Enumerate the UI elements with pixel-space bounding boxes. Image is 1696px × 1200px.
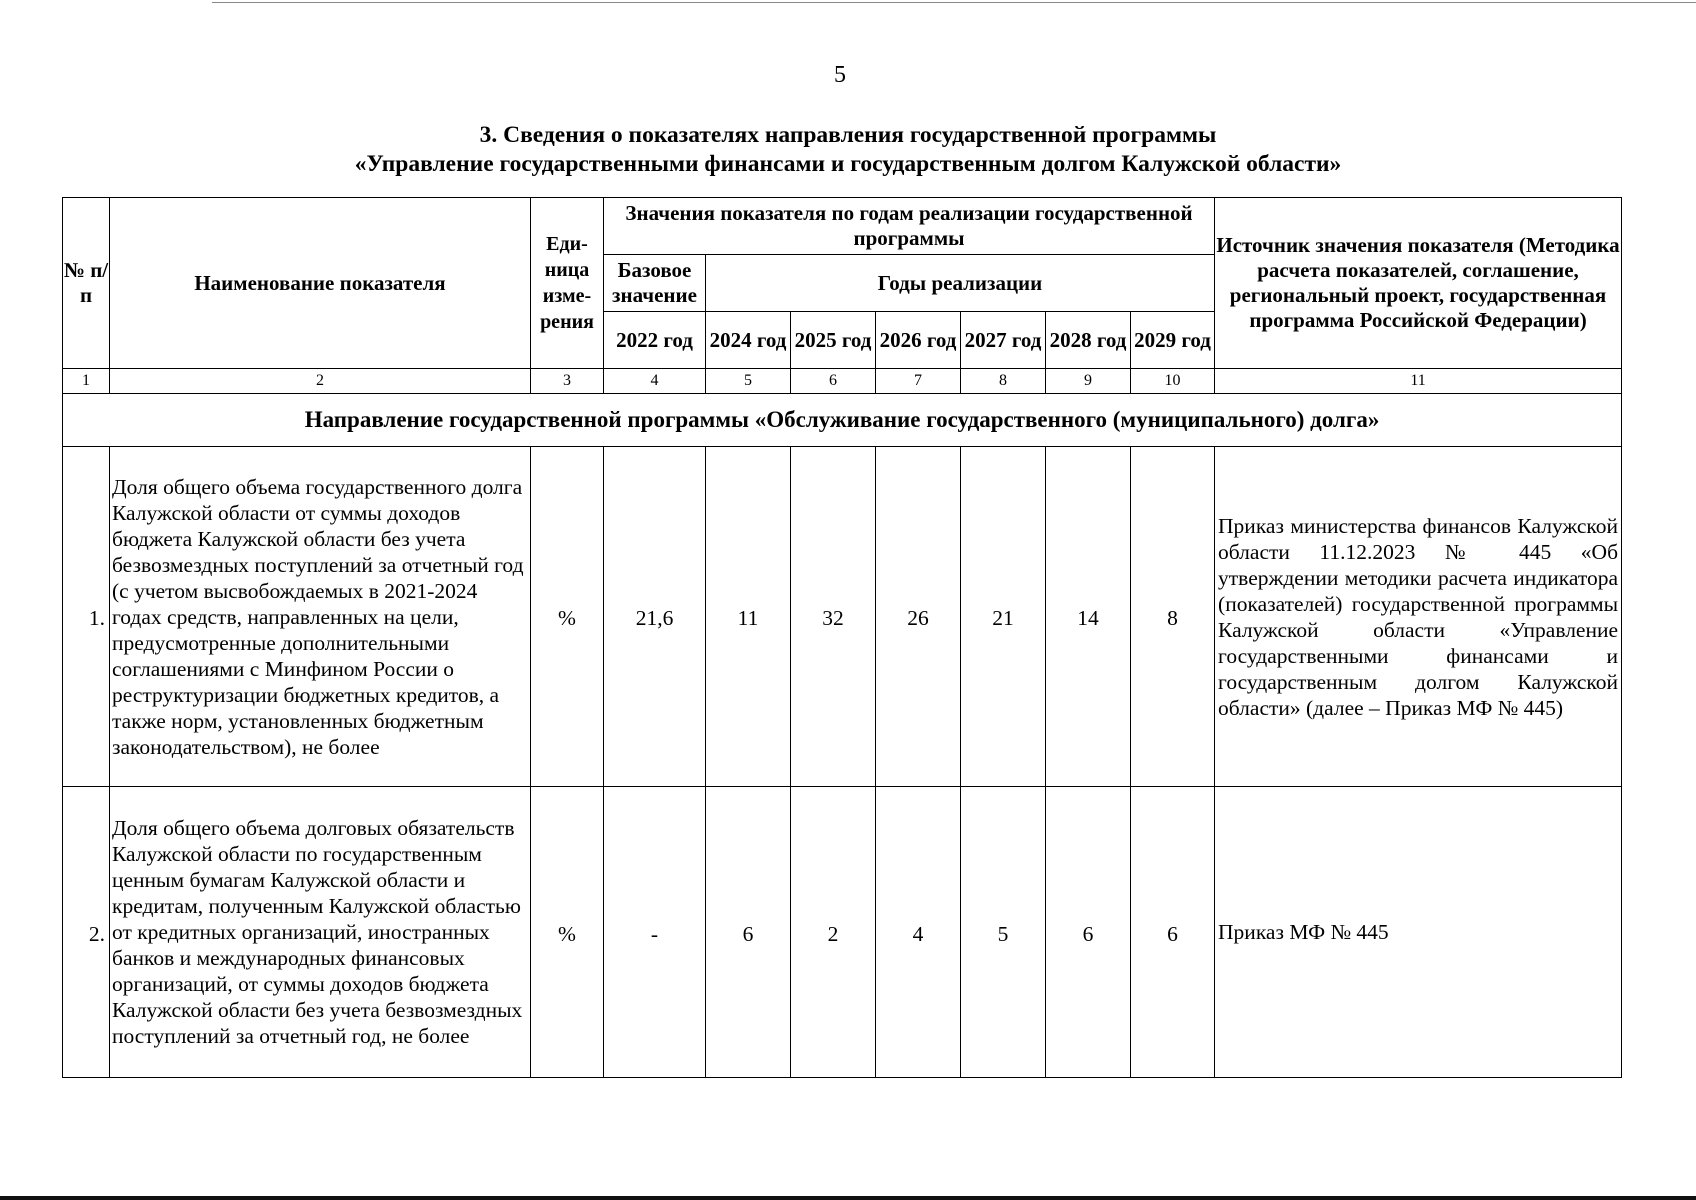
page-title-line1: 3. Сведения о показателях направления государственной программы (479, 122, 1217, 148)
header-values-group: Значения показателя по годам реализации государственной программы (604, 198, 1215, 255)
header-year-2028: 2028 год (1046, 312, 1131, 369)
page-number: 5 (834, 62, 846, 88)
row-number: 2. (63, 787, 110, 1078)
bottom-scan-edge (0, 1196, 1696, 1200)
indicator-value-2024: 6 (706, 787, 791, 1078)
column-number: 3 (531, 369, 604, 394)
indicator-base-value: 21,6 (604, 447, 706, 787)
indicator-value-2029: 8 (1131, 447, 1215, 787)
header-name: Наименование показателя (110, 198, 531, 369)
table-row (63, 447, 1622, 787)
header-year-2027: 2027 год (961, 312, 1046, 369)
header-source: Источник значения показателя (Методика расчета показателей, соглашение, региональный проект, государственная программа Российской Федерации) (1215, 198, 1622, 369)
page-title-line2: «Управление государственными финансами и государственным долгом Калужской области» (354, 151, 1342, 177)
column-number: 1 (63, 369, 110, 394)
indicator-value-2027: 21 (961, 447, 1046, 787)
section-title: Направление государственной программы «Обслуживание государственного (муниципального) долга» (63, 394, 1622, 447)
column-number: 11 (1215, 369, 1622, 394)
column-number: 4 (604, 369, 706, 394)
table-row (63, 787, 1622, 1078)
column-number: 6 (791, 369, 876, 394)
indicator-value-2026: 26 (876, 447, 961, 787)
header-unit: Еди-ница изме-рения (531, 198, 604, 369)
header-base: Базовое значение (604, 255, 706, 312)
header-year-2024: 2024 год (706, 312, 791, 369)
section-row (63, 394, 1622, 447)
indicator-value-2028: 6 (1046, 787, 1131, 1078)
column-number: 8 (961, 369, 1046, 394)
indicator-name: Доля общего объема долговых обязательств Калужской области по государственным ценным бумагам Калужской области и кредитам, полученным Калужской областью от кредитных организаций, иностранных банков и международных финансовых организаций, от суммы доходов бюджета Калужской области без учета безвозмездных поступлений за отчетный год, не более (110, 787, 531, 1078)
indicator-value-2029: 6 (1131, 787, 1215, 1078)
column-number: 7 (876, 369, 961, 394)
header-year-2029: 2029 год (1131, 312, 1215, 369)
column-number: 10 (1131, 369, 1215, 394)
indicator-unit: % (531, 787, 604, 1078)
indicator-unit: % (531, 447, 604, 787)
indicator-base-value: - (604, 787, 706, 1078)
indicator-value-2027: 5 (961, 787, 1046, 1078)
indicator-source: Приказ министерства финансов Калужской области 11.12.2023 № 445 «Об утверждении методики расчета индикатора (показателей) государственной программы Калужской области «Управление государственными финансами и государственным долгом Калужской области» (далее – Приказ МФ № 445) (1215, 447, 1622, 787)
column-number: 2 (110, 369, 531, 394)
header-year-2025: 2025 год (791, 312, 876, 369)
column-number: 9 (1046, 369, 1131, 394)
column-numbers-row (63, 369, 1622, 394)
indicator-source: Приказ МФ № 445 (1215, 787, 1622, 1078)
header-years-group: Годы реализации (706, 255, 1215, 312)
indicator-value-2026: 4 (876, 787, 961, 1078)
header-year-2026: 2026 год (876, 312, 961, 369)
indicator-name: Доля общего объема государственного долга Калужской области от суммы доходов бюджета Калужской области без учета безвозмездных поступлений за отчетный год (с учетом высвобождаемых в 2021-2024 годах средств, направленных на цели, предусмотренные дополнительными соглашениями с Минфином России о реструктуризации бюджетных кредитов, а также норм, установленных бюджетным законодательством), не более (110, 447, 531, 787)
indicator-value-2025: 32 (791, 447, 876, 787)
top-scan-edge (212, 2, 1696, 3)
header-base-year: 2022 год (604, 312, 706, 369)
indicator-value-2028: 14 (1046, 447, 1131, 787)
indicator-value-2024: 11 (706, 447, 791, 787)
row-number: 1. (63, 447, 110, 787)
header-num: № п/п (63, 198, 110, 369)
indicators-table (62, 197, 1622, 1078)
column-number: 5 (706, 369, 791, 394)
indicator-value-2025: 2 (791, 787, 876, 1078)
